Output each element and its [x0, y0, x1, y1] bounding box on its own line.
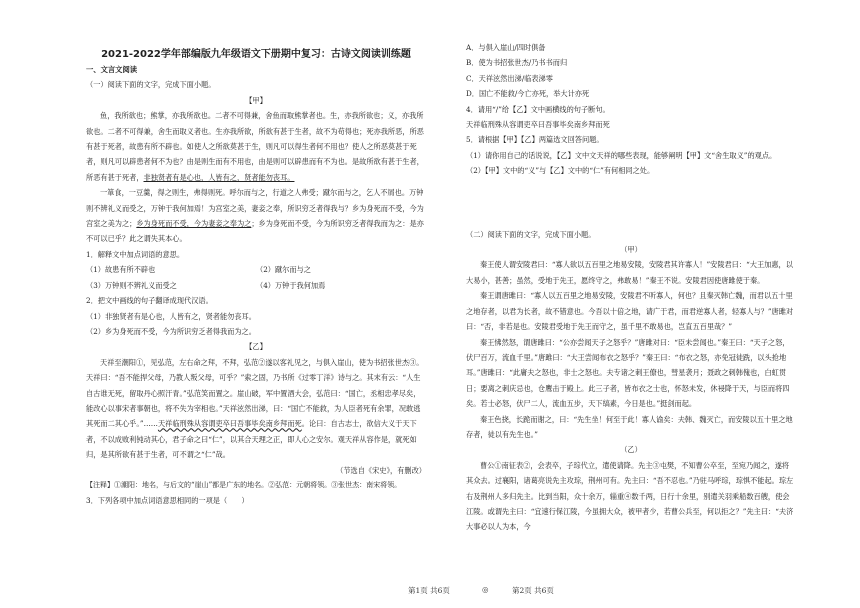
part2-paragraph-5: 曹公①南征表②，会表卒，子琮代立，遣使请降。先主③屯樊，不知曹公卒至，至宛乃闻之，遂将其众去。过襄阳，诸葛亮说先主攻琮，荆州可有。先主曰：“吾不忍也。”乃驻马呼琮，琮惧不能起。琮左右及荆州人多归先主。比到当阳，众十余万，辎重④数千两，日行十余里，别遣关羽乘船数百艘，使会江陵。或谓先主曰：“宜速行保江陵，今虽拥大众，被甲者少，若曹公兵至，何以拒之？”先主曰：“夫济大事必以人为本，今 — [466, 460, 794, 532]
answer-space — [466, 179, 796, 227]
question-5: 5．请根据【甲】【乙】两篇选文回答问题。 — [466, 135, 604, 145]
jia-p2a-text: 一箪食，一豆羹，得之则生，弗得则死。呼尔而与之，行道之人弗受；蹴尔而与之，乞人不屑也。万钟则不辨礼义而受之，万钟于我何加焉！为宫室之美，妻妾之奉，所识穷乏者得我与？乡为身死而不受，今为宫室之美为之； — [86, 188, 424, 229]
left-column — [86, 62, 426, 509]
yi-paragraph — [86, 355, 426, 463]
part2-paragraph-3: 秦王怫然怒，谓唐雎曰：“公亦尝闻天子之怒乎？”唐雎对曰：“臣未尝闻也。”秦王曰：“天子之怒，伏尸百万，流血千里。”唐雎曰：“大王尝闻布衣之怒乎？”秦王曰：“布衣之怒，亦免冠徒跣，以头抢地耳。”唐雎曰：“此庸夫之怒也，非士之怒也。夫专诸之刺王僚也，彗星袭月；聂政之刺韩傀也，白虹贯日；要离之刺庆忌也，仓鹰击于殿上。此三子者，皆布衣之士也，怀怒未发，休祲降于天，与臣而将四矣。若士必怒，伏尸二人，流血五步，天下缟素，今日是也。”挺剑而起。 — [466, 337, 790, 409]
section-heading: 一、文言文阅读 — [86, 65, 138, 74]
question-2: 2．把文中画线的句子翻译成现代汉语。 — [86, 296, 213, 306]
q5-item-1: （1）请你用自己的话说说，【乙】文中文天祥的哪些表现，能够阐明【甲】文“舍生取义”的观点。 — [466, 150, 777, 160]
page-number-right: 第2页 共6页 — [512, 586, 554, 595]
part2-jia-label: （甲） — [620, 245, 642, 255]
yi-label: 【乙】 — [245, 342, 267, 352]
jia-paragraph-1 — [86, 108, 426, 185]
part2-intro: （二）阅读下面的文字，完成下面小题。 — [466, 229, 596, 239]
q1-item-a: （1）故患有所不辟也 — [86, 265, 156, 275]
jia-p1-underline: 非独贤者有是心也，人皆有之，贤者能勿丧耳。 — [143, 172, 295, 182]
question-3: 3．下列各项中加点词语意思相同的一项是（ ） — [86, 496, 249, 506]
q4-sentence: 天祥临刑殊从容谓吏卒曰吾事毕矣南乡拜而死 — [466, 120, 610, 130]
part2-yi-label: （乙） — [620, 445, 642, 455]
jia-p2b-text: ；乡为身死而不受，今为所识穷乏者得我而为之：是亦不可以已乎？此之谓失其本心。 — [86, 219, 424, 244]
jia-p1-text: 鱼，我所欲也；熊掌，亦我所欲也。二者不可得兼，舍鱼而取熊掌者也。生，亦我所欲也；义，亦我所欲也。二者不可得兼，舍生而取义者也。生亦我所欲，所欲有甚于生者，故不为苟得也；死亦我所恶，所恶有甚于死者，故患有所不辟也。如使人之所欲莫甚于生，则凡可以得生者何不用也？使人之所恶莫甚于死者，则凡可以辟患者何不为也？由是则生而有不用也，由是则可以辟患而有不为也。是故所欲有甚于生者，所恶有甚于死者， — [86, 111, 424, 182]
jia-paragraph-2 — [86, 185, 426, 247]
q5-item-2: （2）【甲】文中的“义”与【乙】文中的“仁”有何相同之处。 — [466, 166, 655, 176]
part2-paragraph-2: 秦王谓唐雎曰：“寡人以五百里之地易安陵，安陵君不听寡人，何也？且秦灭韩亡魏，而君以五十里之地存者，以君为长者，故不错意也。今吾以十倍之地，请广于君，而君逆寡人者，轻寡人与？”唐雎对曰：“否，非若是也。安陵君受地于先王而守之，虽千里不敢易也，岂直五百里哉？” — [466, 291, 794, 332]
option-c: C．天祥泫然出涕/临表涕零 — [466, 73, 553, 83]
q1-row-2 — [86, 278, 426, 293]
part1-intro: （一）阅读下面的文字，完成下面小题。 — [86, 80, 216, 90]
page-title: 2021-2022学年部编版九年级语文下册期中复习：古诗文阅读训练题 — [101, 49, 411, 60]
q1-item-d: （4）万钟于我何加焉 — [256, 280, 326, 290]
question-4: 4．请用“/”给【乙】文中画横线的句子断句。 — [466, 104, 610, 114]
right-column — [466, 40, 796, 535]
option-d: D．国亡不能救/今亡亦死，举大计亦死 — [466, 89, 590, 99]
part2-paragraph-4: 秦王色挠，长跪而谢之，曰：“先生坐！何至于此！寡人谕矣：夫韩、魏灭亡，而安陵以五十里之地存者，徒以有先生也。” — [466, 414, 793, 439]
yi-p1-underline: 天祥临刑殊从容谓吏卒曰吾事毕矣南乡拜而死 — [157, 419, 302, 429]
source-citation: （节选自《宋史》，有删改） — [336, 465, 426, 475]
option-b: B．使为书招张世杰/乃书书而归 — [466, 58, 568, 68]
q2-item-a: （1）非独贤者有是心也，人皆有之，贤者能勿丧耳。 — [86, 311, 256, 321]
q1-item-b: （2）蹴尔而与之 — [256, 265, 311, 275]
option-a: A．与俱入崖山/四时俱备 — [466, 43, 546, 52]
page-number-left: 第1页 共6页 — [408, 586, 450, 595]
binding-mark-icon: ◎ — [482, 585, 489, 594]
jia-p2-underline: 乡为身死而不受，今为妻妾之奉为之 — [136, 219, 252, 229]
yi-p1-text: 天祥至潮阳①，见弘范，左右命之拜，不拜，弘范②遂以客礼见之，与俱入崖山，使为书招张世杰③。天祥曰：“吾不能捍父母，乃教人叛父母，可乎？”索之固，乃书所《过零丁洋》诗与之。其末有云：“人生自古谁无死，留取丹心照汗青。”弘范笑而置之。崖山破，军中置酒大会，弘范曰：“国亡，丞相忠孝尽矣，能改心以事宋者事朝也，将不失为宰相也。”天祥泫然出涕，曰：“国亡不能救，为人臣者死有余罪，况敢逃其死而二其心乎。”…… — [86, 357, 424, 429]
question-1: 1．解释文中加点词语的意思。 — [86, 249, 185, 259]
part2-paragraph-1: 秦王使人谓安陵君曰：“寡人欲以五百里之地易安陵，安陵君其许寡人！”安陵君曰：“大王加惠，以大易小，甚善；虽然，受地于先王，愿终守之，弗敢易！”秦王不说。安陵君因使唐雎使于秦。 — [466, 260, 793, 285]
jia-label: 【甲】 — [245, 95, 267, 105]
footnote: 【注释】①潮阳：地名，与后文的“崖山”都是广东的地名。②弘范：元朝将领。③张世杰：南宋将领。 — [86, 480, 402, 489]
q1-row-1 — [86, 262, 426, 277]
yi-p1b-text: 。论曰：自古志士，欲信大义于天下者，不以成败利钝动其心，君子命之曰“仁”，以其合天理之正，即人心之安尔。观天祥从容作是，就死如归，是其所欲有甚于生者，可不谓之“仁”哉。 — [86, 419, 417, 460]
q1-item-c: （3）万钟则不辨礼义而受之 — [86, 280, 177, 290]
q2-item-b: （2）乡为身死而不受，今为所识穷乏者得我而为之。 — [86, 326, 256, 336]
